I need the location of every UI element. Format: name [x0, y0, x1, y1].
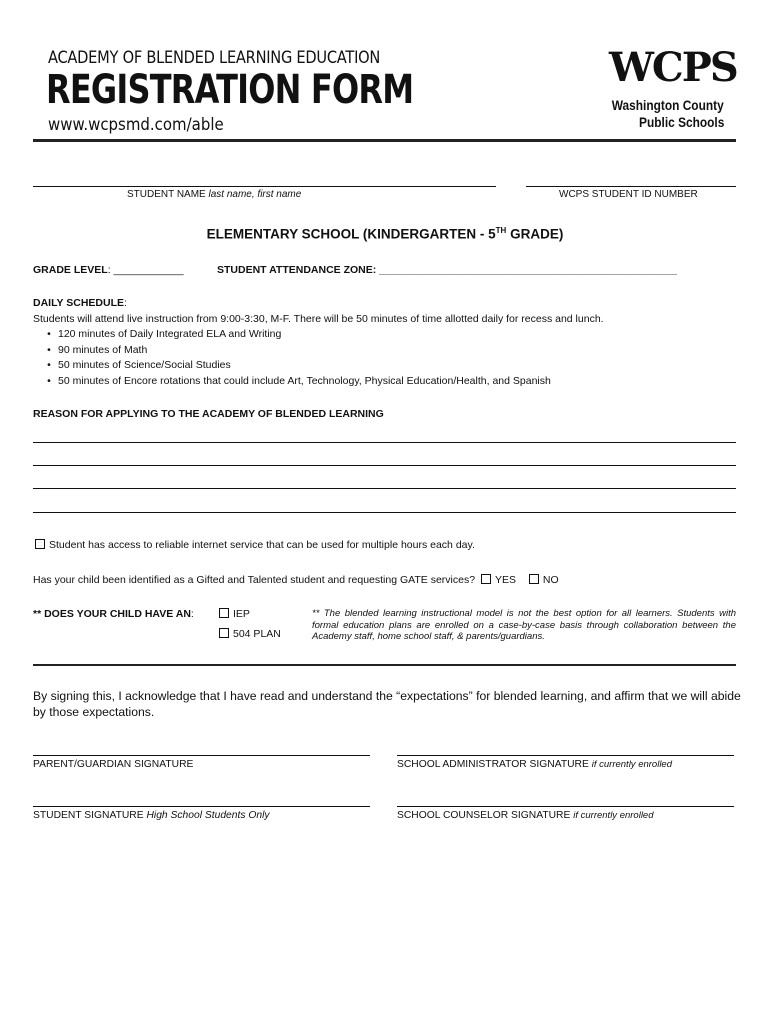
plan-question [33, 608, 194, 620]
counselor-signature-hint: if currently enrolled [573, 810, 654, 821]
list-item: • 90 minutes of Math [44, 343, 551, 359]
counselor-signature-label: SCHOOL COUNSELOR SIGNATURE [397, 810, 571, 821]
counselor-signature-caption [397, 810, 654, 821]
student-id-label: WCPS STUDENT ID NUMBER [559, 189, 698, 200]
reason-line-1[interactable] [33, 442, 736, 443]
student-id-field[interactable] [526, 186, 736, 187]
section-title-text: ELEMENTARY SCHOOL (KINDERGARTEN - 5 [206, 226, 496, 242]
section-title [0, 226, 770, 242]
admin-signature-caption [397, 759, 672, 770]
student-signature-caption [33, 810, 270, 821]
iep-checkbox[interactable] [219, 608, 229, 618]
schedule-colon: : [124, 297, 127, 309]
plan-note: ** The blended learning instructional model is not the best option for all learners. Students with formal education plans are enrolled on a case-by-case basis through collaboration between the Academy staff, home school staff, & parents/guardians. [312, 608, 736, 642]
list-item: • 50 minutes of Encore rotations that could include Art, Technology, Physical Education/Health, and Spanish [44, 374, 551, 390]
reason-line-4[interactable] [33, 512, 736, 513]
reason-line-2[interactable] [33, 465, 736, 466]
wcps-logo: WCPS [609, 44, 737, 91]
section-divider [33, 664, 736, 666]
iep-row [219, 608, 250, 620]
form-title: REGISTRATION FORM [46, 67, 414, 113]
student-name-label: STUDENT NAME [127, 189, 206, 200]
logo-line-1: Washington County [612, 97, 724, 113]
counselor-signature-field[interactable] [397, 806, 734, 807]
reason-heading: REASON FOR APPLYING TO THE ACADEMY OF BLENDED LEARNING [33, 408, 384, 420]
gate-yes-label: YES [494, 574, 516, 586]
section-title-end: GRADE) [506, 226, 564, 242]
student-name-hint: last name, first name [208, 189, 302, 200]
schedule-list [44, 327, 551, 389]
parent-signature-label: PARENT/GUARDIAN SIGNATURE [33, 759, 194, 770]
plan-504-label: 504 PLAN [233, 628, 281, 640]
gate-no-checkbox[interactable] [529, 574, 539, 584]
grade-colon: : [107, 264, 111, 276]
section-title-sup: TH [495, 226, 507, 235]
attendance-zone-label: STUDENT ATTENDANCE ZONE: [217, 264, 377, 276]
gate-question: Has your child been identified as a Gifted and Talented student and requesting GATE services? [33, 574, 476, 586]
parent-signature-field[interactable] [33, 755, 370, 756]
grade-level-field[interactable]: ____________ [113, 264, 184, 276]
gate-yes-checkbox[interactable] [481, 574, 491, 584]
list-item: • 50 minutes of Science/Social Studies [44, 358, 551, 374]
admin-signature-hint: if currently enrolled [591, 759, 672, 770]
acknowledgement-text: By signing this, I acknowledge that I have read and understand the “expectations” for blended learning, and affirm that we will abide by those expectations. [33, 689, 741, 719]
student-signature-hint: High School Students Only [146, 810, 270, 821]
plan-504-checkbox[interactable] [219, 628, 229, 638]
grade-level-row [33, 264, 184, 276]
plan-504-row [219, 628, 281, 640]
grade-level-label: GRADE LEVEL [33, 264, 108, 276]
internet-check-row [35, 539, 475, 551]
plan-question-label: ** DOES YOUR CHILD HAVE AN [33, 608, 191, 620]
admin-signature-field[interactable] [397, 755, 734, 756]
student-signature-field[interactable] [33, 806, 370, 807]
logo-line-2: Public Schools [638, 114, 724, 130]
plan-colon: : [190, 608, 194, 620]
schedule-intro: Students will attend live instruction from 9:00-3:30, M-F. There will be 50 minutes of time allotted daily for recess and lunch. [33, 313, 604, 325]
gate-row [33, 574, 559, 586]
student-name-caption [127, 189, 301, 200]
reason-line-3[interactable] [33, 488, 736, 489]
student-name-field[interactable] [33, 186, 496, 187]
admin-signature-label: SCHOOL ADMINISTRATOR SIGNATURE [397, 759, 589, 770]
iep-label: IEP [233, 608, 250, 620]
schedule-heading-text: DAILY SCHEDULE [33, 297, 125, 309]
schedule-heading [33, 297, 127, 309]
gate-no-label: NO [542, 574, 559, 586]
form-url: www.wcpsmd.com/able [48, 115, 224, 135]
list-item: • 120 minutes of Daily Integrated ELA and Writing [44, 327, 551, 343]
header-divider [33, 139, 736, 142]
form-subtitle: ACADEMY OF BLENDED LEARNING EDUCATION [48, 48, 381, 68]
internet-check-label: Student has access to reliable internet service that can be used for multiple hours each day. [49, 539, 475, 551]
internet-checkbox[interactable] [35, 539, 45, 549]
attendance-zone-row [217, 264, 677, 276]
student-signature-label: STUDENT SIGNATURE [33, 810, 144, 821]
attendance-zone-field[interactable]: ___________________________________________________ [379, 264, 677, 276]
